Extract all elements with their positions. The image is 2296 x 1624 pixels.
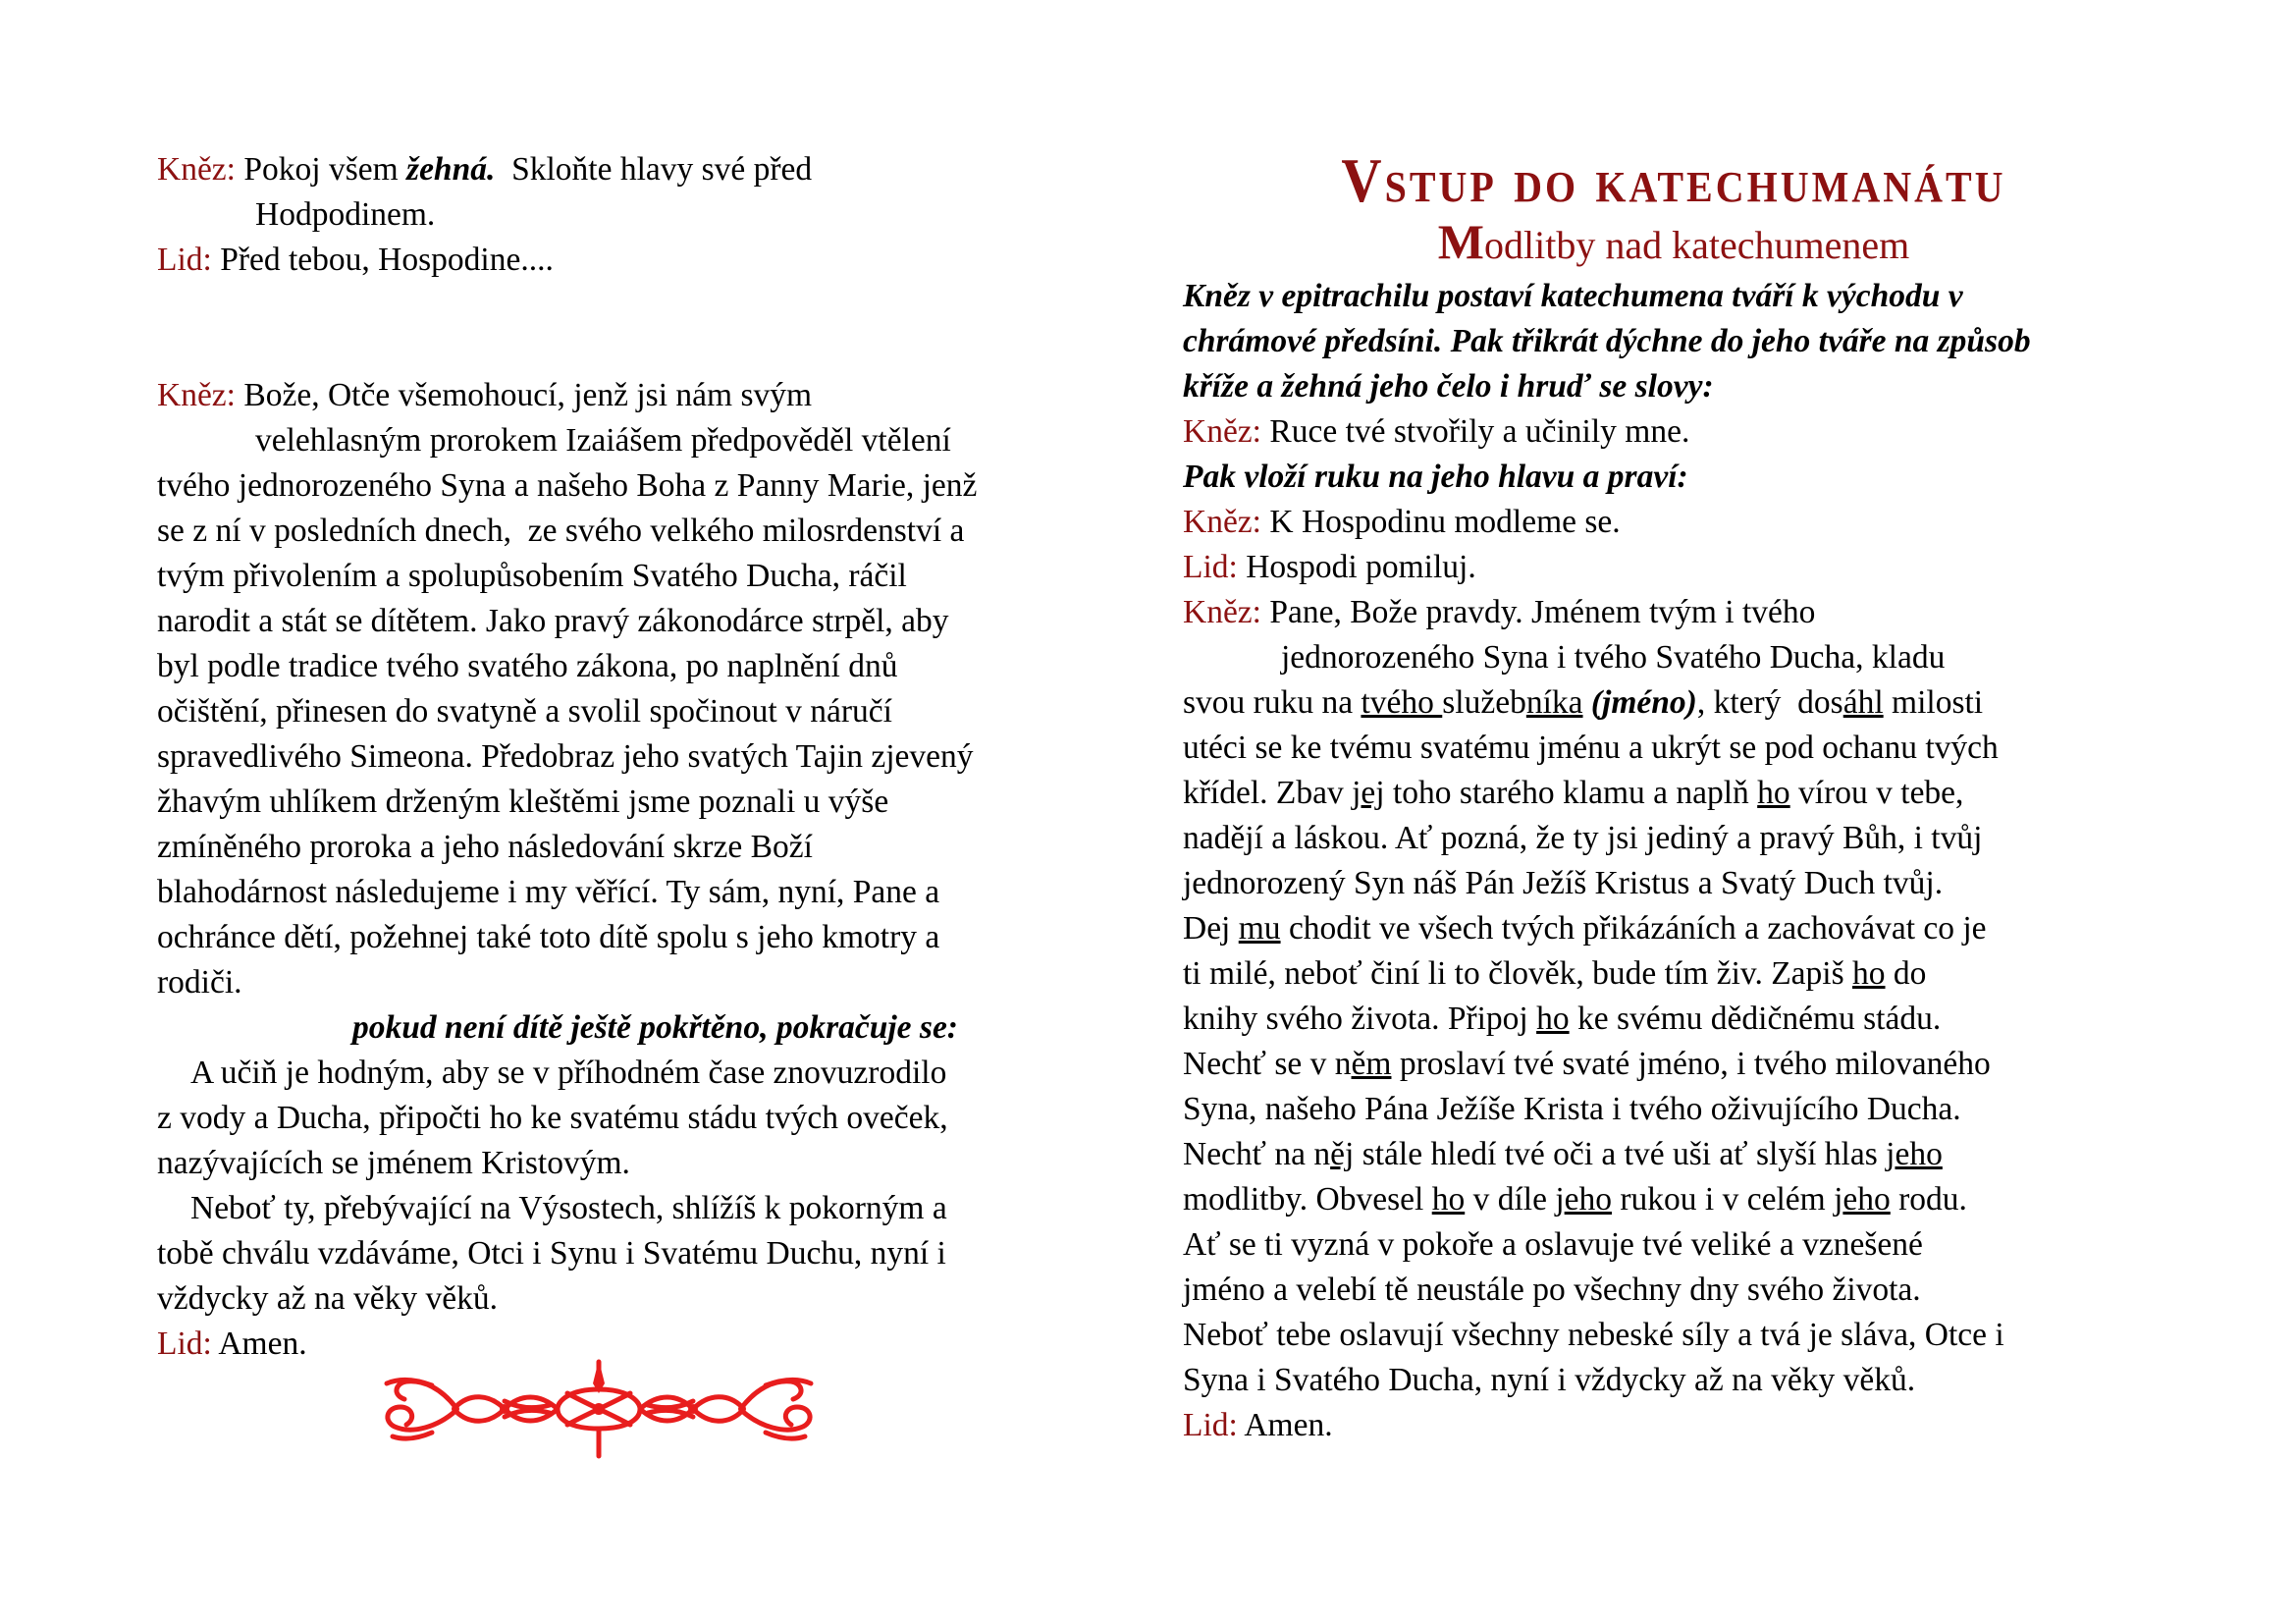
- dialog-text: Amen.: [1244, 1407, 1333, 1443]
- underlined-ho: ho: [1852, 955, 1886, 992]
- underlined-mu: mu: [1238, 910, 1281, 947]
- underlined-eho: eho: [1895, 1136, 1943, 1172]
- dialog-text: Amen.: [218, 1326, 307, 1362]
- underlined-em: ěm: [1351, 1046, 1392, 1082]
- right-column: [1183, 147, 2164, 1448]
- dialog-text: K Hospodinu modleme se.: [1269, 504, 1621, 540]
- underlined-ho: ho: [1431, 1181, 1466, 1218]
- dialog-text: Bože, Otče všemohoucí, jenž jsi nám svým: [243, 377, 813, 413]
- speaker-label: Lid:: [1183, 1407, 1238, 1443]
- placeholder-jmeno: (jméno): [1590, 684, 1697, 721]
- prayer-line: modlitby. Obvesel ho v díle jeho rukou i v celém jeho rodu.: [1183, 1181, 1967, 1218]
- page-subtitle: [1183, 214, 2164, 269]
- dialog-line-cont: Hodpodinem.: [255, 196, 436, 233]
- emphasis-zehna: žehná.: [406, 151, 496, 188]
- prayer-line: jméno a velebí tě neustále po všechny dny svého života.: [1183, 1272, 1921, 1308]
- prayer-line: tobě chválu vzdáváme, Otci i Synu i Svatému Duchu, nyní i: [157, 1235, 946, 1272]
- dialog-text: Ruce tvé stvořily a učinily mne.: [1269, 413, 1690, 450]
- prayer-line: se z ní v posledních dnech, ze svého velkého milosrdenství a: [157, 513, 965, 549]
- rubric-instruction: pokud není dítě ještě pokřtěno, pokračuje se:: [352, 1009, 958, 1046]
- prayer-line: Nechť na něj stále hledí tvé oči a tvé uši ať slyší hlas jeho: [1183, 1136, 1943, 1172]
- celtic-knot-ornament: [373, 1350, 825, 1468]
- paragraph-spacer: [157, 328, 1095, 373]
- subtitle-text: odlitby nad katechumenem: [1484, 223, 1910, 267]
- prayer-line: nazývajících se jménem Kristovým.: [157, 1145, 630, 1181]
- underlined-ho: ho: [1536, 1001, 1570, 1037]
- prayer-line: jednorozený Syn náš Pán Ježíš Kristus a Svatý Duch tvůj.: [1183, 865, 1944, 901]
- speaker-label: Kněz:: [157, 151, 236, 188]
- rubric-instruction: Kněz v epitrachilu postaví katechumena tváří k východu v: [1183, 278, 1963, 314]
- prayer-line: nadějí a láskou. Ať pozná, že ty jsi jediný a pravý Bůh, i tvůj: [1183, 820, 1983, 856]
- prayer-line: zmíněného proroka a jeho následování skrze Boží: [157, 829, 813, 865]
- underlined-nika: níka: [1525, 684, 1583, 721]
- underlined-jej: jej: [1352, 775, 1385, 811]
- prayer-line: ochránce dětí, požehnej také toto dítě spolu s jeho kmotry a: [157, 919, 940, 955]
- dialog-text: Pane, Bože pravdy. Jménem tvým i tvého: [1269, 594, 1816, 630]
- rubric-instruction: Pak vloží ruku na jeho hlavu a praví:: [1183, 459, 1688, 495]
- prayer-line: narodit a stát se dítětem. Jako pravý zákonodárce strpěl, aby: [157, 603, 949, 639]
- rubric-instruction: kříže a žehná jeho čelo i hruď se slovy:: [1183, 368, 1714, 405]
- left-column: [157, 147, 1095, 1367]
- dialog-line: [157, 238, 1095, 283]
- rubric-instruction: chrámové předsíni. Pak třikrát dýchne do jeho tváře na způsob: [1183, 323, 2031, 359]
- prayer-line: jednorozeného Syna i tvého Svatého Ducha, kladu: [1281, 639, 1946, 676]
- prayer-line: tvého jednorozeného Syna a našeho Boha z Panny Marie, jenž: [157, 467, 978, 504]
- prayer-line: Neboť ty, přebývající na Výsostech, shlížíš k pokorným a: [190, 1190, 947, 1226]
- dialog-text: Pokoj všem žehná. Skloňte hlavy své před: [243, 151, 813, 188]
- prayer-line: z vody a Ducha, připočti ho ke svatému stádu tvých oveček,: [157, 1100, 948, 1136]
- prayer-line: velehlasným prorokem Izaiášem předpověděl vtělení: [255, 422, 951, 459]
- prayer-line: tvým přivolením a spolupůsobením Svatého Ducha, ráčil: [157, 558, 907, 594]
- prayer-line: Syna i Svatého Ducha, nyní i vždycky až na věky věků.: [1183, 1362, 1916, 1398]
- prayer-line: svou ruku na tvého služebníka (jméno), který dosáhl milosti: [1183, 684, 1984, 721]
- dialog-text: Hospodi pomiluj.: [1246, 549, 1476, 585]
- prayer-line: očištění, přinesen do svatyně a svolil spočinout v náručí: [157, 693, 892, 730]
- subtitle-dropcap: M: [1437, 214, 1484, 269]
- speaker-label: Kněz:: [1183, 594, 1261, 630]
- underlined-eho: eho: [1842, 1181, 1891, 1218]
- prayer-line: vždycky až na věky věků.: [157, 1280, 498, 1317]
- prayer-line: křídel. Zbav jej toho starého klamu a naplň ho vírou v tebe,: [1183, 775, 1964, 811]
- dialog-line: [157, 373, 1095, 418]
- prayer-line: Ať se ti vyzná v pokoře a oslavuje tvé veliké a vznešené: [1183, 1226, 1923, 1263]
- prayer-line: ti milé, neboť činí li to člověk, bude tím živ. Zapiš ho do: [1183, 955, 1927, 992]
- dialog-line: [1183, 1403, 2164, 1448]
- underlined-eho: eho: [1564, 1181, 1613, 1218]
- dialog-line: [1183, 409, 2164, 455]
- speaker-label: Lid:: [157, 242, 212, 278]
- prayer-line: A učiň je hodným, aby se v příhodném čase znovuzrodilo: [190, 1055, 947, 1091]
- underlined-ahl: áhl: [1842, 684, 1884, 721]
- prayer-line: rodiči.: [157, 964, 242, 1001]
- speaker-label: Lid:: [1183, 549, 1238, 585]
- dialog-line: [1183, 545, 2164, 590]
- prayer-line: byl podle tradice tvého svatého zákona, po naplnění dnů: [157, 648, 898, 684]
- underlined-ej: ěj: [1330, 1136, 1355, 1172]
- prayer-line: Neboť tebe oslavují všechny nebeské síly a tvá je sláva, Otce i: [1183, 1317, 2004, 1353]
- dialog-text: Před tebou, Hospodine....: [220, 242, 554, 278]
- page-title: Vstup do katechumanátu: [1341, 145, 2006, 216]
- speaker-label: Kněz:: [1183, 504, 1261, 540]
- prayer-line: žhavým uhlíkem drženým kleštěmi jsme poznali u výše: [157, 784, 889, 820]
- prayer-line: Nechť se v něm proslaví tvé svaté jméno, i tvého milovaného: [1183, 1046, 1991, 1082]
- prayer-line: knihy svého života. Připoj ho ke svému dědičnému stádu.: [1183, 1001, 1942, 1037]
- prayer-line: Dej mu chodit ve všech tvých přikázáních a zachovávat co je: [1183, 910, 1987, 947]
- prayer-line: spravedlivého Simeona. Předobraz jeho svatých Tajin zjevený: [157, 738, 974, 775]
- dialog-line: [1183, 500, 2164, 545]
- speaker-label: Lid:: [157, 1326, 212, 1362]
- paragraph-spacer: [157, 283, 1095, 328]
- speaker-label: Kněz:: [1183, 413, 1261, 450]
- speaker-label: Kněz:: [157, 377, 236, 413]
- dialog-line: [157, 147, 1095, 192]
- underlined-ho: ho: [1757, 775, 1790, 811]
- dialog-line: [1183, 590, 2164, 635]
- prayer-line: blahodárnost následujeme i my věřící. Ty sám, nyní, Pane a: [157, 874, 940, 910]
- prayer-line: utéci se ke tvému svatému jménu a ukrýt se pod ochanu tvých: [1183, 730, 1999, 766]
- underlined-tveho: tvého: [1361, 684, 1443, 721]
- prayer-line: Syna, našeho Pána Ježíše Krista i tvého oživujícího Ducha.: [1183, 1091, 1961, 1127]
